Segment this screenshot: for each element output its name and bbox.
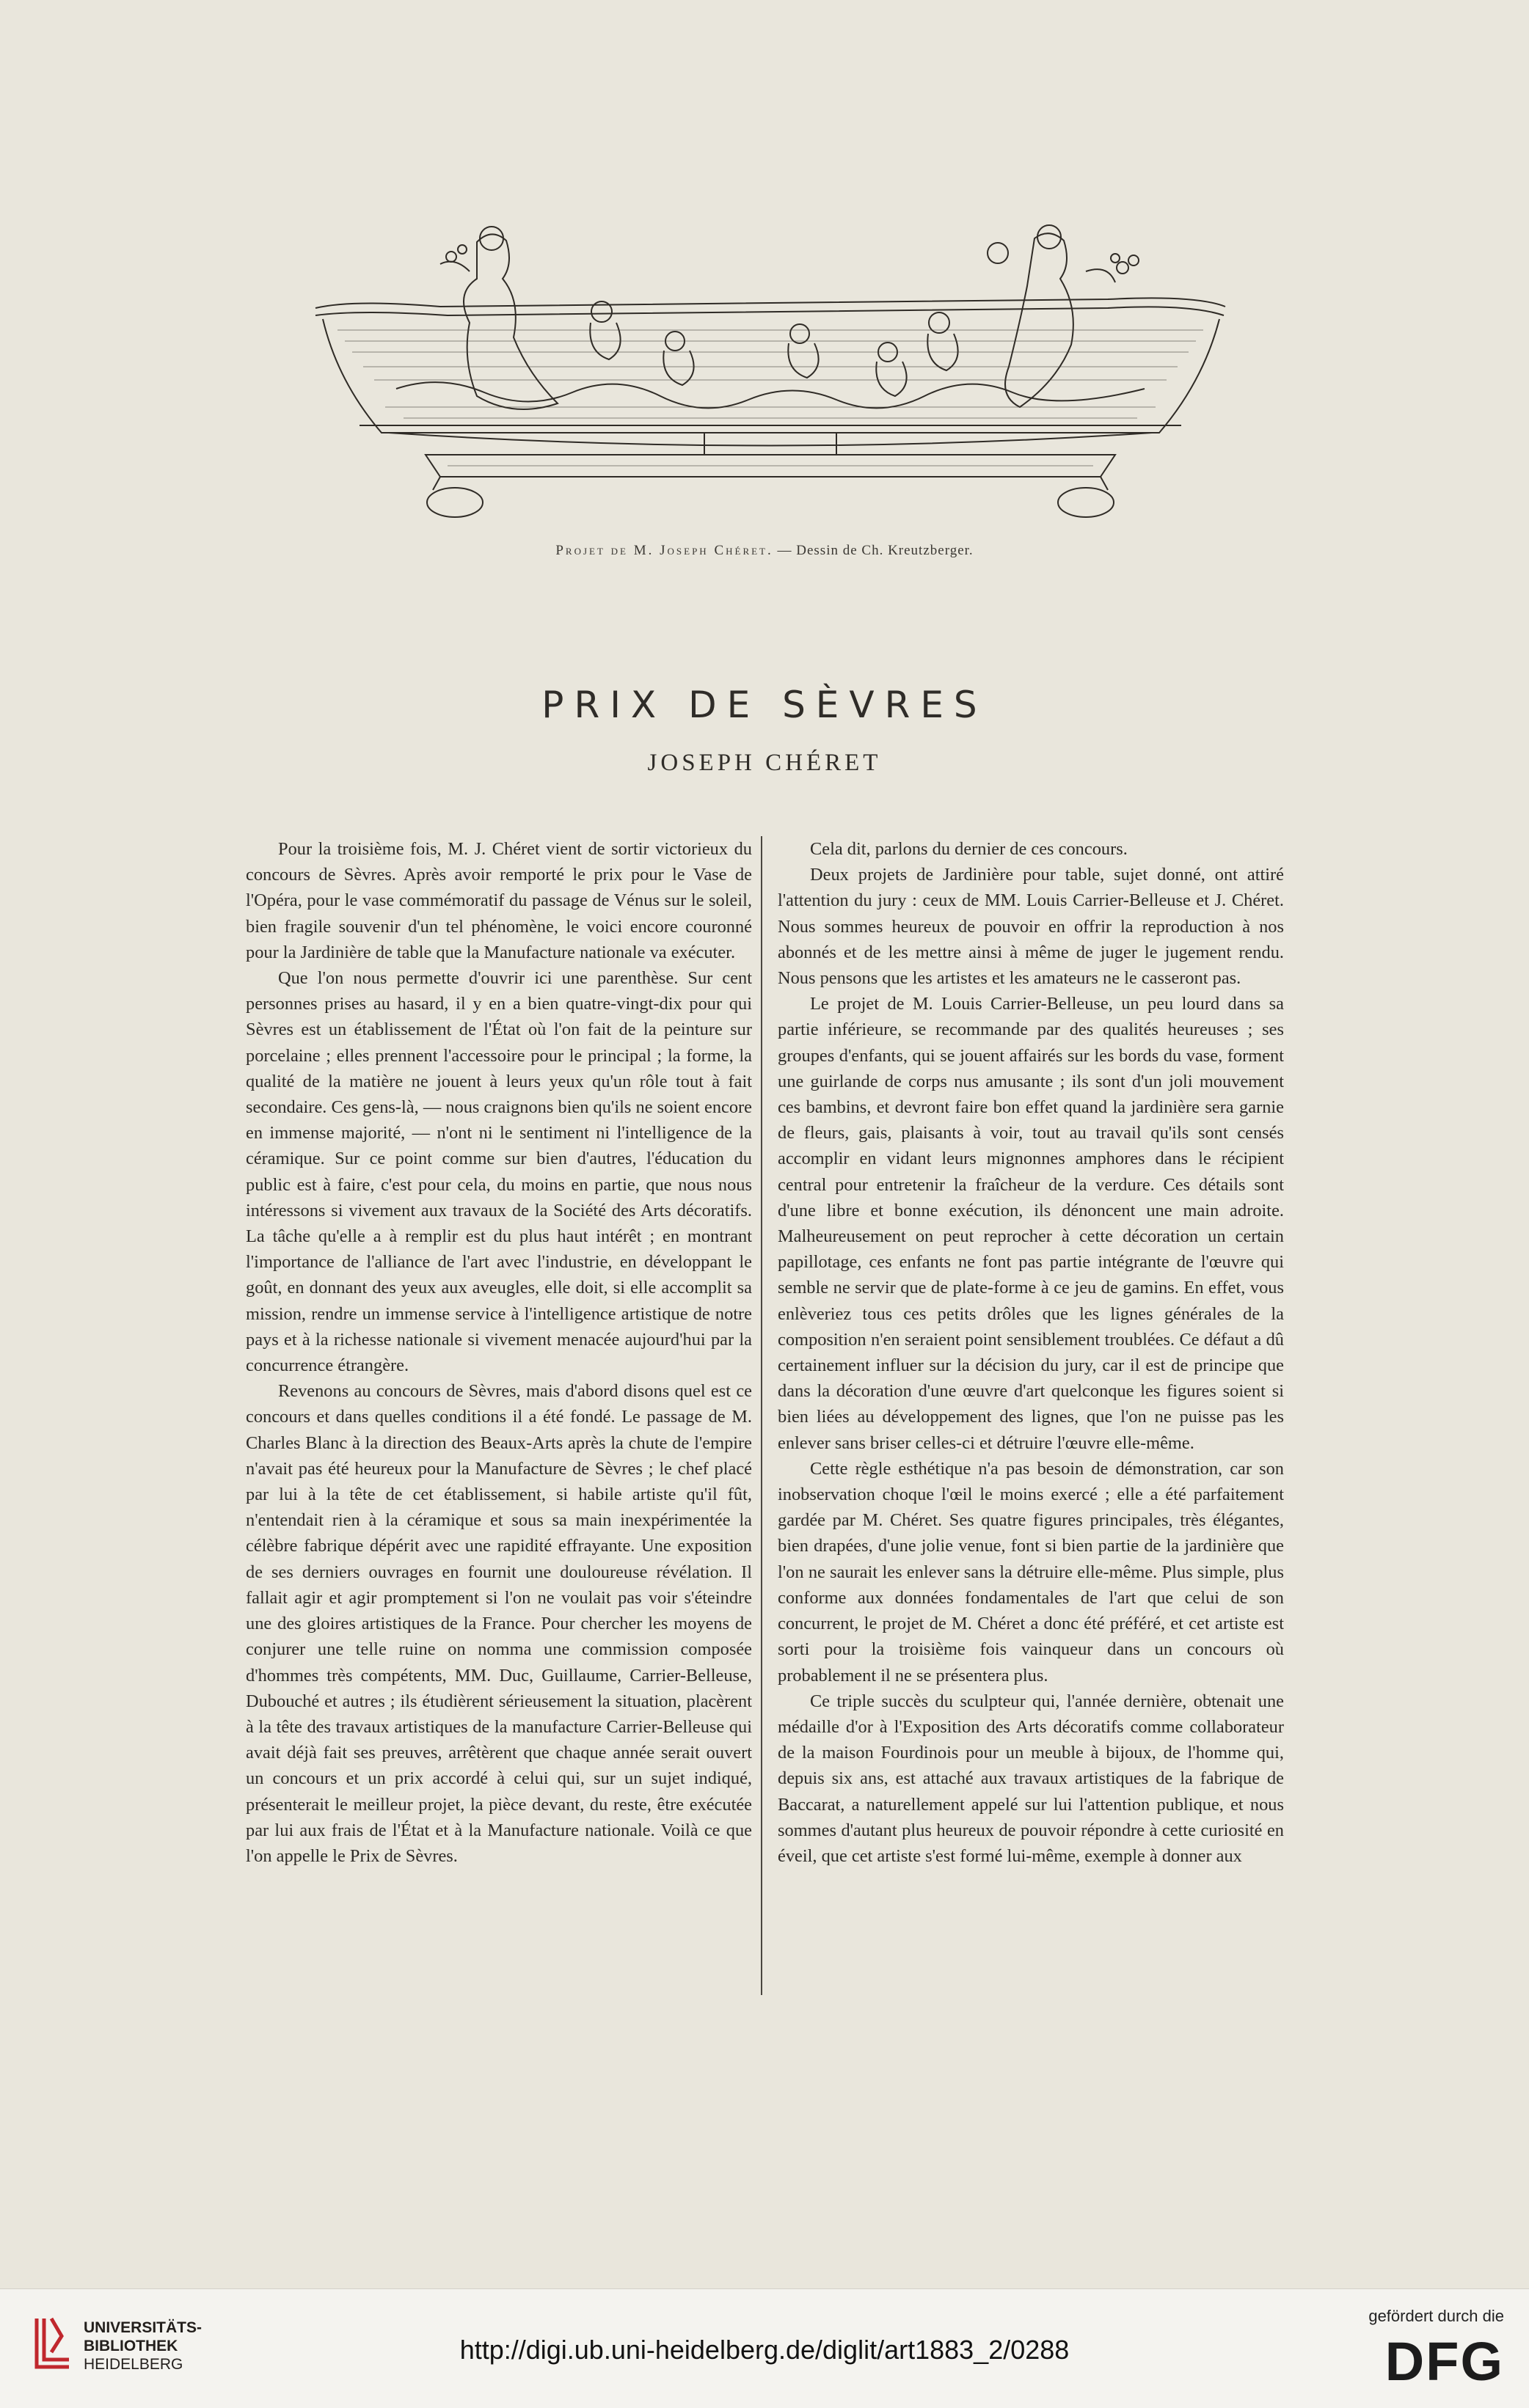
institution-line: BIBLIOTHEK	[84, 2338, 178, 2354]
article-title: PRIX DE SÈVRES	[541, 683, 988, 726]
paragraph: Que l'on nous permette d'ouvrir ici une parenthèse. Sur cent personnes prises au hasard, il y en a bien quatre-vingt-dix pour qui Sèvres est un établissement de l'État où l'on fait de la peinture sur porcelaine ; elles prennent l'accessoire pour le principal ; la forme, la qualité de la matière ne jouent à leurs yeux qu'un rôle tout à fait secondaire. Ces gens-là, — nous craignons bien qu'ils ne soient encore en immense majorité, — n'ont ni le sentiment ni l'intelligence de la céramique. Sur ce point comme sur bien d'autres, l'éducation du public est à faire, c'est pour cela, du moins en partie, que nous nous intéressons si vivement aux travaux de la Société des Arts décoratifs. La tâche qu'elle a à remplir est du plus haut intérêt ; en montrant l'importance de l'alliance de l'art avec l'industrie, en développant le goût, en donnant des yeux aux aveugles, elle doit, si elle accomplit sa mission, rendre un immense service à l'intelligence artistique de notre pays et à la richesse nationale si vivement menacée aujourd'hui par la concurrence étrangère.	[246, 968, 752, 1376]
column-divider	[761, 836, 762, 1995]
paragraph: Pour la troisième fois, M. J. Chéret vient de sortir victorieux du concours de Sèvres. Après avoir remporté le prix pour le Vase de l'Opéra, pour le vase commémoratif du passage de Vénus sur le soleil, bien fragile souvenir d'un tel phénomène, le voici encore couronné pour la Jardinière de table que la Manufacture nationale va exécuter.	[246, 839, 752, 962]
paragraph: Cette règle esthétique n'a pas besoin de démonstration, car son inobservation choque l'œil le moins exercé ; elle a été parfaitement gardée par M. Chéret. Ses quatre figures principales, très élégantes, bien drapées, d'une jolie venue, font si bien partie de la jardinière que l'on ne saurait les enlever sans la détruire elle-même. Plus simple, plus conforme aux données fondamentales de l'art que celui de son concurrent, le projet de M. Chéret a donc été préféré, et cet artiste est sorti pour la troisième fois vainqueur dans un concours où probablement il ne se présentera plus.	[778, 1458, 1284, 1686]
permalink-url[interactable]: http://digi.ub.uni-heidelberg.de/diglit/art1883_2/0288	[459, 2335, 1070, 2365]
paragraph: Deux projets de Jardinière pour table, sujet donné, ont attiré l'attention du jury : ceux de MM. Louis Carrier-Belleuse et J. Chéret. Nous sommes heureux de pouvoir en offrir la reproduction à nos abonnés et de les mettre ainsi à même de juger le jugement rendu. Nous pensons que les artistes et les amateurs ne le casseront pas.	[778, 865, 1284, 989]
caption-title: Projet de M. Joseph Chéret.	[555, 543, 773, 558]
institution-line: HEIDELBERG	[84, 2356, 183, 2373]
left-column	[246, 836, 752, 1869]
paragraph: Cela dit, parlons du dernier de ces concours.	[810, 839, 1128, 859]
caption-credit: — Dessin de Ch. Kreutzberger.	[773, 543, 974, 558]
right-column	[778, 836, 1284, 1869]
paragraph: Revenons au concours de Sèvres, mais d'abord disons quel est ce concours et dans quelles conditions il a été fondé. Le passage de M. Charles Blanc à la direction des Beaux-Arts après la chute de l'empire n'avait pas été heureux pour la Manufacture de Sèvres ; le chef placé par lui à la tête de cet établissement, si habile artiste qu'il fût, n'entendait rien à la céramique et sous sa main inexpérimentée la célèbre fabrique dépérit avec une rapidité effrayante. Une exposition de ses derniers ouvrages en fournit une douloureuse révélation. Il fallait agir et agir promptement si l'on ne voulait pas voir s'éteindre une des gloires artistiques de la France. Pour chercher les moyens de conjurer une telle ruine on nomma une commission composée d'hommes très compétents, MM. Duc, Guillaume, Carrier-Belleuse, Dubouché et autres ; ils étudièrent sérieusement la situation, placèrent à la tête des travaux artistiques de la manufacture Carrier-Belleuse qui avait déjà fait ses preuves, arrêtèrent que chaque année serait ouvert un concours et un prix accordé à celui qui, sur un sujet indiqué, présenterait le meilleur projet, la pièce devant, du reste, être exécutée par lui aux frais de l'État et à la Manufacture nationale. Voilà ce que l'on appelle le Prix de Sèvres.	[246, 1381, 752, 1866]
article-subtitle: JOSEPH CHÉRET	[647, 750, 882, 776]
paragraph: Le projet de M. Louis Carrier-Belleuse, un peu lourd dans sa partie inférieure, se recommande par des qualités heureuses ; ses groupes d'enfants, qui se jouent affairés sur les bords du vase, forment une guirlande de corps nus amusante ; ils sont d'un joli mouvement ces bambins, et devront faire bon effet quand la jardinière sera garnie de fleurs, gais, plaisants à voir, tout au travail qu'ils sont censés accomplir en vidant leurs mignonnes amphores dans le récipient central pour entretenir la fraîcheur de la verdure. Ces détails sont d'une libre et bonne exécution, ils dénoncent une main adroite. Malheureusement on peut reprocher à cette décoration un certain papillotage, ces enfants ne font pas partie intégrante de l'œuvre qui semble ne servir que de plate-forme à ce jeu de gamins. En effet, vous enlèveriez tous ces petits drôles que les lignes générales de la composition n'en seraient point sensiblement troublées. Ce défaut a dû certainement influer sur la décision du jury, car il est de principe que dans la décoration d'une œuvre d'art quelconque les figures soient si bien liées au développement des lignes, que l'on ne puisse pas les enlever sans briser celles-ci et détruire l'œuvre elle-même.	[778, 994, 1284, 1453]
dfg-logo: DFG	[1384, 2331, 1504, 2392]
figure-caption	[0, 543, 1529, 559]
jardiniere-engraving	[293, 213, 1247, 535]
funding-label: gefördert durch die	[1368, 2307, 1504, 2325]
footer-bar	[0, 2288, 1529, 2408]
institution-line: UNIVERSITÄTS-	[84, 2319, 202, 2336]
paragraph: Ce triple succès du sculpteur qui, l'année dernière, obtenait une médaille d'or à l'Exposition des Arts décoratifs comme collaborateur de la maison Fourdinois pour un meuble à bijoux, de l'homme qui, depuis six ans, est attaché aux travaux artistiques de la fabrique de Baccarat, a naturellement appelé sur lui l'attention publique, et nous sommes d'autant plus heureux de pouvoir répondre à cette curiosité en éveil, que cet artiste s'est formé lui-même, exemple à donner aux	[778, 1691, 1284, 1866]
